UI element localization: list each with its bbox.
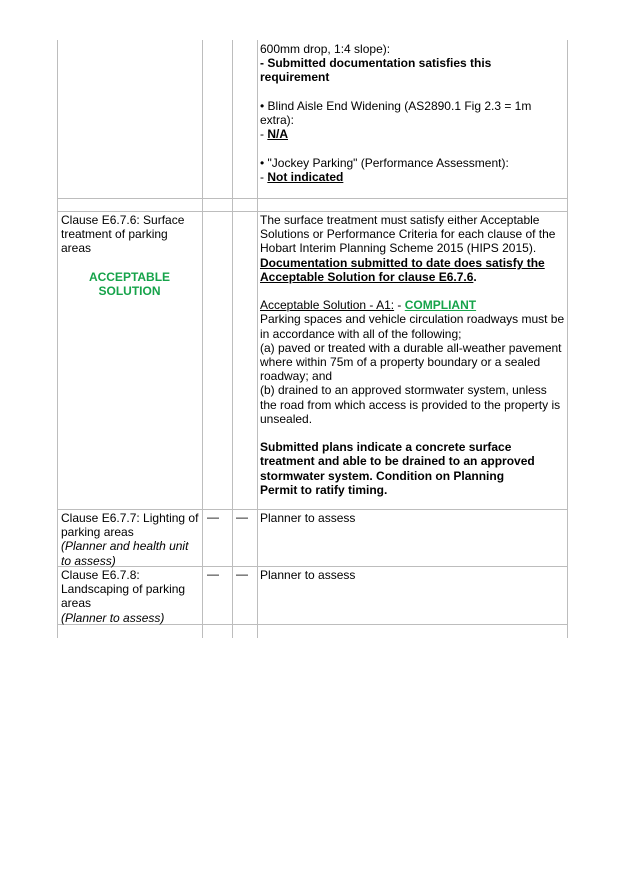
clause-e677-note: (Planner and health unit to assess) <box>61 539 189 568</box>
blind-aisle-result: - N/A <box>260 127 289 142</box>
table-divider-col3 <box>257 40 258 638</box>
e676-conclusion: Submitted plans indicate a concrete surface treatment and able to be drained to an approved stormwater system. Condition on Planning Permit to ratify timing. <box>260 440 535 497</box>
blind-aisle-value: N/A <box>267 127 289 142</box>
e676-doc-statement: Documentation submitted to date does satisfy the Acceptable Solution for clause E6.7.6 <box>260 255 545 284</box>
satisfies-requirement-text: - Submitted documentation satisfies this requirement <box>260 56 492 85</box>
e676-intro-text: The surface treatment must satisfy either Acceptable Solutions or Performance Criteria for each clause of the Hobart Interim Planning Scheme 2015 (HIPS 2015). <box>260 213 556 256</box>
clause-e678-title: Clause E6.7.8: Landscaping of parking areas <box>61 568 186 611</box>
jockey-parking-item: • "Jockey Parking" (Performance Assessment): <box>260 155 509 170</box>
continued-assessment-cell <box>260 42 560 184</box>
clause-e676-title: Clause E6.7.6: Surface treatment of parking areas <box>61 213 185 256</box>
blind-aisle-item: • Blind Aisle End Widening (AS2890.1 Fig 2.3 = 1m extra): <box>260 98 532 127</box>
jockey-parking-value: Not indicated <box>267 169 344 184</box>
e676-assessment-cell <box>260 213 566 497</box>
jockey-parking-result: - Not indicated <box>260 169 344 184</box>
e676-doc-statement-wrap: Documentation submitted to date does satisfy the Acceptable Solution for clause E6.7.6. <box>260 255 545 284</box>
as-a1-label: Acceptable Solution - A1: <box>260 298 395 313</box>
acceptable-solution-status: ACCEPTABLE SOLUTION <box>88 269 171 298</box>
row-divider <box>57 198 567 199</box>
row-divider <box>57 509 567 510</box>
clause-e678-note: (Planner to assess) <box>61 610 165 625</box>
e678-col3-dash: — <box>236 567 248 581</box>
e678-col2-dash: — <box>207 567 219 581</box>
acceptable-solution-a1-line: Acceptable Solution - A1: - COMPLIANT <box>260 298 477 313</box>
clause-e677-cell <box>58 511 201 568</box>
table-divider-col1 <box>202 40 203 638</box>
table-divider-col2 <box>232 40 233 638</box>
table-border-right <box>567 40 568 638</box>
row-divider <box>57 211 567 212</box>
as-body-b: (b) drained to an approved stormwater system, unless the road from which access is provided to the property is unsealed. <box>260 383 561 426</box>
e678-assessment: Planner to assess <box>260 568 356 582</box>
e677-col2-dash: — <box>207 510 219 524</box>
compliant-status: COMPLIANT <box>404 298 477 313</box>
e677-assessment: Planner to assess <box>260 511 356 525</box>
slope-line: 600mm drop, 1:4 slope): <box>260 42 391 56</box>
clause-e678-cell <box>58 568 201 625</box>
as-body-intro: Parking spaces and vehicle circulation roadways must be in accordance with all of the following; <box>260 312 565 341</box>
e677-col3-dash: — <box>236 510 248 524</box>
as-body-a: (a) paved or treated with a durable all-weather pavement where within 75m of a property boundary or a sealed roadway; and <box>260 340 562 384</box>
clause-e676-cell <box>58 213 201 298</box>
clause-e677-title: Clause E6.7.7: Lighting of parking areas <box>61 511 199 540</box>
